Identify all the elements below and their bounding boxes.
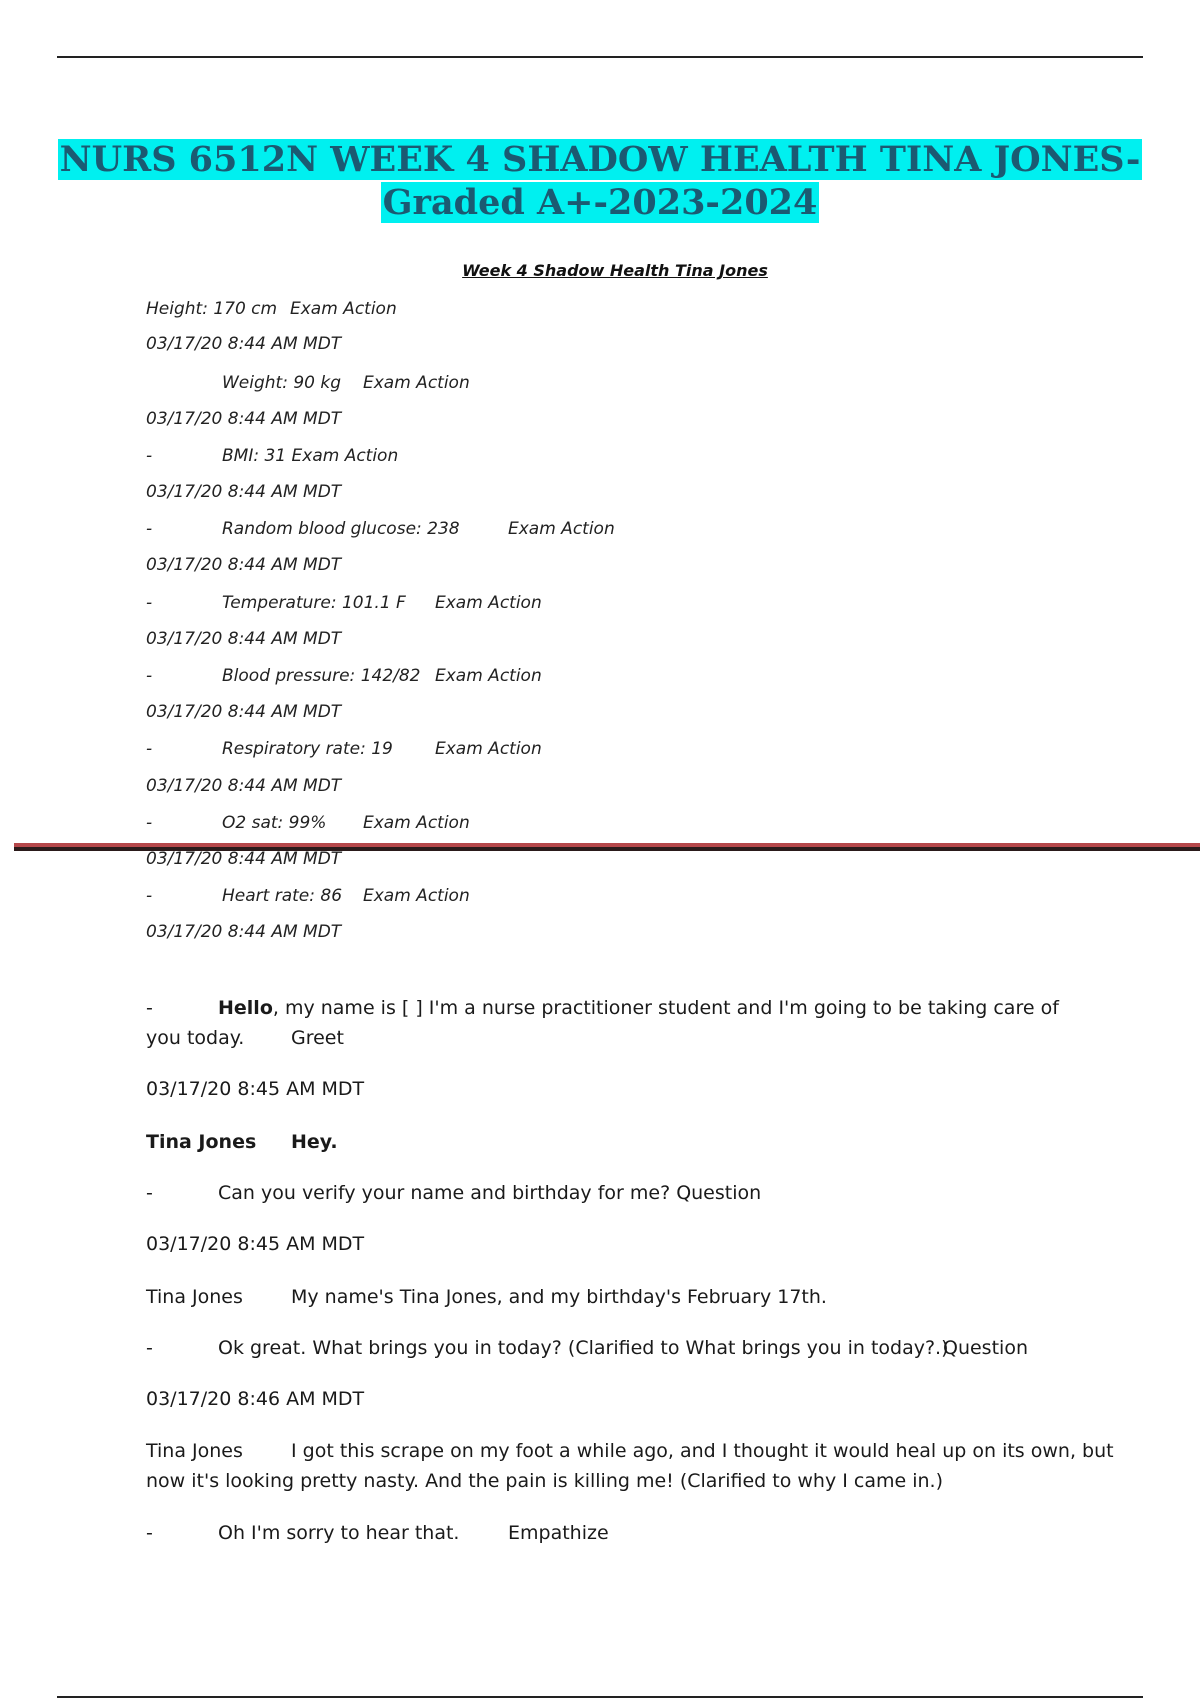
- question-line: Ok great. What brings you in today? (Clarified to What brings you in today?.): [218, 1337, 949, 1359]
- exam-action-label: Exam Action: [435, 666, 542, 686]
- vital-o2-sat: O2 sat: 99%: [222, 813, 327, 833]
- vital-bmi: BMI: 31 Exam Action: [222, 446, 399, 466]
- document-subtitle: Week 4 Shadow Health Tina Jones: [462, 261, 768, 280]
- speaker-name: Tina Jones: [146, 1286, 243, 1308]
- exam-action-label: Exam Action: [363, 886, 470, 906]
- timestamp: 03/17/20 8:44 AM MDT: [146, 629, 342, 649]
- empathize-line: Oh I'm sorry to hear that.: [218, 1522, 460, 1544]
- vital-blood-pressure: Blood pressure: 142/82: [222, 666, 421, 686]
- timestamp: 03/17/20 8:44 AM MDT: [146, 922, 342, 942]
- vital-glucose: Random blood glucose: 238: [222, 519, 460, 539]
- exam-action-label: Exam Action: [363, 373, 470, 393]
- timestamp: 03/17/20 8:44 AM MDT: [146, 334, 342, 354]
- title-line-2: Graded A+-2023-2024: [382, 182, 818, 223]
- bullet-dash: -: [146, 739, 153, 759]
- greeting-bold: Hello: [218, 997, 273, 1019]
- bullet-dash: -: [146, 593, 153, 613]
- exam-action-label: Exam Action: [435, 739, 542, 759]
- timestamp: 03/17/20 8:45 AM MDT: [146, 1078, 365, 1100]
- document-title: [0, 138, 1200, 224]
- greet-tag: Greet: [291, 1027, 344, 1049]
- bullet-dash: -: [146, 997, 153, 1019]
- exam-action-label: Exam Action: [290, 299, 397, 319]
- vital-temperature: Temperature: 101.1 F: [222, 593, 406, 613]
- vital-respiratory-rate: Respiratory rate: 19: [222, 739, 393, 759]
- patient-reply: Hey.: [291, 1131, 338, 1153]
- bullet-dash: -: [146, 1337, 153, 1359]
- bullet-dash: -: [146, 886, 153, 906]
- vital-height: Height: 170 cm: [146, 299, 278, 319]
- timestamp: 03/17/20 8:44 AM MDT: [146, 409, 342, 429]
- greeting-line: [218, 997, 1059, 1019]
- patient-reply-continuation: now it's looking pretty nasty. And the pain is killing me! (Clarified to why I came in.): [146, 1470, 943, 1492]
- greeting-continuation: you today.: [146, 1027, 245, 1049]
- title-line-1: NURS 6512N WEEK 4 SHADOW HEALTH TINA JONES-: [59, 139, 1141, 180]
- timestamp: 03/17/20 8:44 AM MDT: [146, 849, 342, 869]
- timestamp: 03/17/20 8:46 AM MDT: [146, 1388, 365, 1410]
- bullet-dash: -: [146, 666, 153, 686]
- question-line: Can you verify your name and birthday for me? Question: [218, 1182, 762, 1204]
- vital-heart-rate: Heart rate: 86: [222, 886, 343, 906]
- exam-action-label: Exam Action: [435, 593, 542, 613]
- bullet-dash: -: [146, 1522, 153, 1544]
- timestamp: 03/17/20 8:45 AM MDT: [146, 1233, 365, 1255]
- speaker-name: Tina Jones: [146, 1440, 243, 1462]
- timestamp: 03/17/20 8:44 AM MDT: [146, 776, 342, 796]
- timestamp: 03/17/20 8:44 AM MDT: [146, 482, 342, 502]
- empathize-tag: Empathize: [508, 1522, 609, 1544]
- bullet-dash: -: [146, 519, 153, 539]
- timestamp: 03/17/20 8:44 AM MDT: [146, 702, 342, 722]
- bottom-rule: [57, 1696, 1143, 1698]
- vital-weight: Weight: 90 kg: [222, 373, 342, 393]
- bullet-dash: -: [146, 1182, 153, 1204]
- bullet-dash: -: [146, 813, 153, 833]
- speaker-name: Tina Jones: [146, 1131, 257, 1153]
- patient-reply: My name's Tina Jones, and my birthday's February 17th.: [291, 1286, 827, 1308]
- exam-action-label: Exam Action: [363, 813, 470, 833]
- top-rule: [57, 56, 1143, 58]
- timestamp: 03/17/20 8:44 AM MDT: [146, 555, 342, 575]
- greeting-text: , my name is [ ] I'm a nurse practitioner student and I'm going to be taking care of: [272, 997, 1059, 1019]
- question-tag: Question: [943, 1337, 1028, 1359]
- patient-reply: I got this scrape on my foot a while ago, and I thought it would heal up on its own, but: [291, 1440, 1114, 1462]
- exam-action-label: Exam Action: [508, 519, 615, 539]
- bullet-dash: -: [146, 446, 153, 466]
